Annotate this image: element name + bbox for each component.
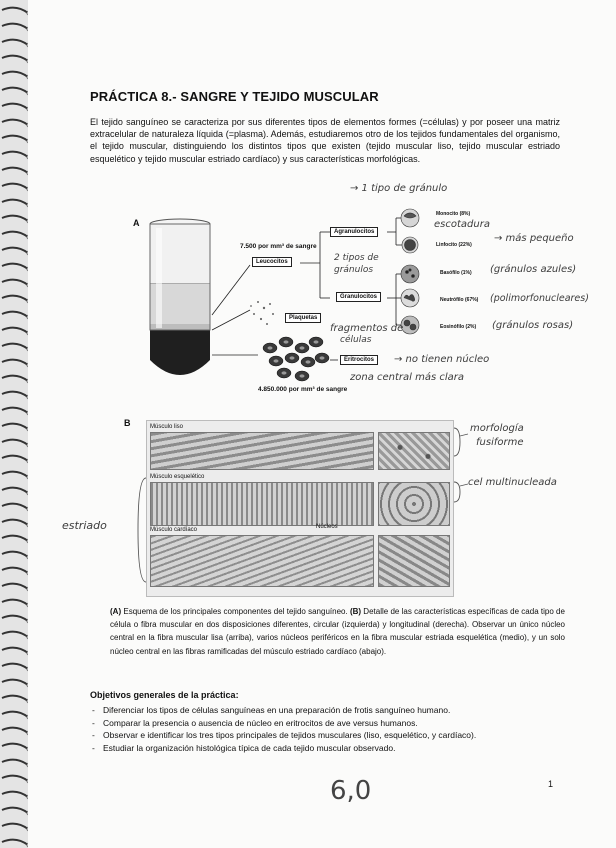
note-celulas: células bbox=[340, 335, 372, 345]
note-escotadura: escotadura bbox=[434, 219, 490, 230]
box-leucocitos: Leucocitos bbox=[252, 257, 292, 267]
page-number: 1 bbox=[548, 779, 554, 789]
box-granulocitos: Granulocitos bbox=[336, 292, 381, 302]
note-granulos: gránulos bbox=[334, 265, 374, 275]
erythrocytes bbox=[263, 337, 329, 381]
objectives-title: Objetivos generales de la práctica: bbox=[90, 690, 239, 700]
objective-item: - Comparar la presencia o ausencia de núcleo en eritrocitos de ave versus humanos. bbox=[90, 717, 570, 730]
page-title: PRÁCTICA 8.- SANGRE Y TEJIDO MUSCULAR bbox=[90, 89, 379, 104]
note-estriado: estriado bbox=[62, 519, 107, 532]
objective-item: - Estudiar la organización histológica típica de cada tejido muscular observado. bbox=[90, 742, 570, 755]
box-agranulocitos: Agranulocitos bbox=[330, 227, 378, 237]
objectives-list bbox=[90, 704, 570, 754]
intro-paragraph: El tejido sanguíneo se caracteriza por sus diferentes tipos de elementos formes (=células) y por poseer una matriz extracelular de naturaleza líquida (=plasma). Además, estudiaremos otro de los tejidos fundamentales del organismo, el tejido muscular, distinguiendo los distintos tipos que existen (tejido muscular liso, tejido muscular estriado esquelético y tejido muscular estriado cardíaco) y sus características morfológicas. bbox=[90, 117, 560, 164]
note-morfologia: morfología bbox=[470, 423, 524, 434]
note-zona-central: zona central más clara bbox=[350, 372, 465, 383]
figure-caption: (A) Esquema de los principales componentes del tejido sanguíneo. (B) Detalle de las características específicas de cada tipo de célula o fibra muscular en dos disposiciones diferentes, circular (izquierda) y longitudinal (derecha). Observar un único núcleo central en la fibra muscular lisa (arriba), varios núcleos periféricos en la fibra muscular estriada esquelética (medio), y un solo núcleo central en las fibras ramificadas del músculo estriado cardíaco (abajo). bbox=[110, 607, 565, 656]
label-basofilo: Basófilo (1%) bbox=[440, 270, 472, 276]
objective-item: - Diferenciar los tipos de células sanguíneas en una preparación de frotis sanguíneo humano. bbox=[90, 704, 570, 717]
note-eosinofilo: (gránulos rosas) bbox=[492, 320, 574, 331]
note-multinucleada: cel multinucleada bbox=[468, 477, 557, 488]
label-monocito: Monocito (8%) bbox=[436, 211, 471, 217]
figure-b-letter: B bbox=[124, 418, 131, 428]
blood-diagram bbox=[140, 190, 440, 400]
note-mas-pequeno: → más pequeño bbox=[494, 233, 574, 244]
label-musculo-cardiaco: Músculo cardíaco bbox=[150, 527, 198, 533]
note-basofilo: (gránulos azules) bbox=[490, 264, 577, 275]
note-tipo-granulo: → 1 tipo de gránulo bbox=[350, 183, 448, 194]
eritrocitos-count: 4.850.000 por mm³ de sangre bbox=[258, 386, 348, 393]
figure-a-letter: A bbox=[133, 218, 140, 228]
platelets bbox=[250, 301, 274, 325]
label-neutrofilo: Neutrófilo (67%) bbox=[440, 297, 479, 303]
label-musculo-liso: Músculo liso bbox=[150, 424, 184, 430]
leucocitos-count: 7.500 por mm³ de sangre bbox=[240, 243, 317, 250]
note-fusiforme: fusiforme bbox=[476, 437, 524, 448]
test-tube bbox=[150, 219, 210, 375]
label-musculo-esqueletico: Músculo esquelético bbox=[150, 474, 205, 480]
box-plaquetas: Plaquetas bbox=[285, 313, 321, 323]
white-cells bbox=[401, 209, 419, 334]
note-dos-tipos: 2 tipos de bbox=[334, 253, 379, 263]
handwritten-grade: 6,0 bbox=[330, 776, 372, 806]
box-eritrocitos: Eritrocitos bbox=[340, 355, 378, 365]
note-no-nucleo: → no tienen núcleo bbox=[394, 354, 490, 365]
label-eosinofilo: Eosinófilo (2%) bbox=[440, 324, 477, 330]
label-nucleos: Núcleos bbox=[316, 524, 338, 530]
annotation-brackets bbox=[110, 420, 480, 600]
note-fragmentos: fragmentos de bbox=[330, 323, 404, 334]
objective-item: - Observar e identificar los tres tipos principales de tejidos musculares (liso, esquelético, y cardíaco). bbox=[90, 729, 570, 742]
note-neutrofilo: (polimorfonucleares) bbox=[490, 293, 589, 304]
label-linfocito: Linfocito (22%) bbox=[436, 242, 472, 248]
